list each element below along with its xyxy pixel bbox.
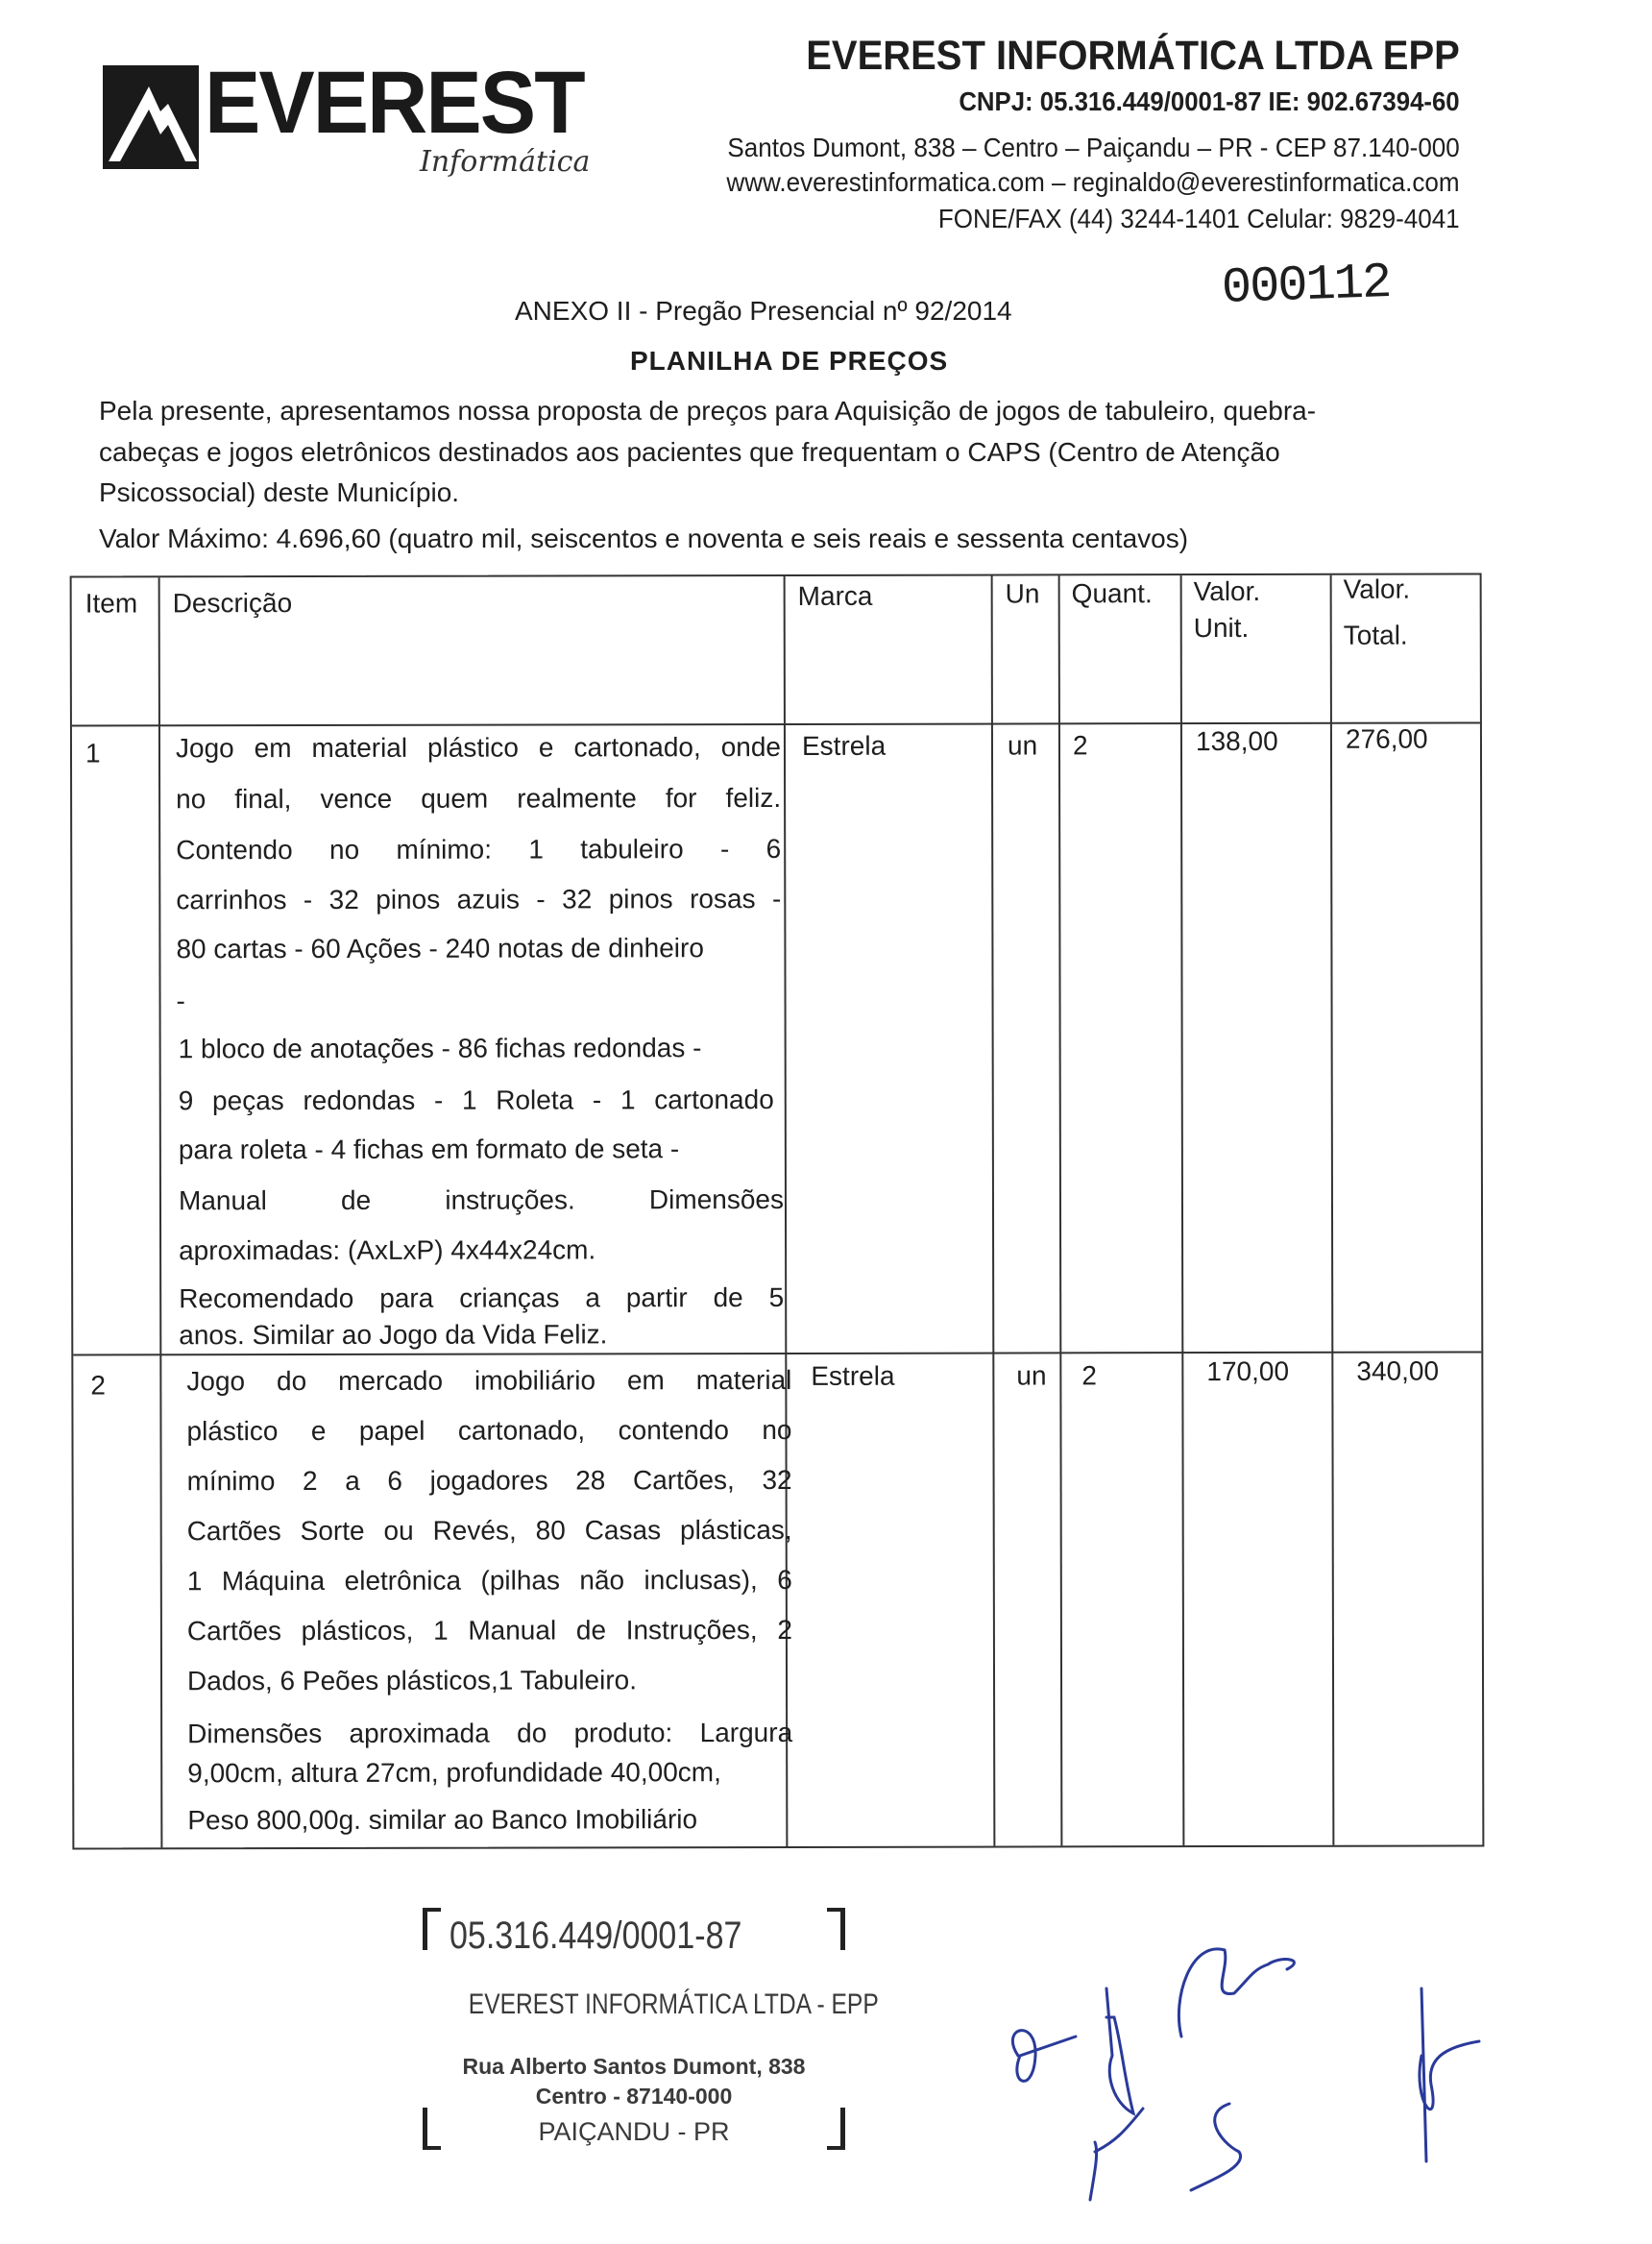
description-line: para roleta - 4 fichas em formato de seta - — [178, 1134, 680, 1165]
header-un: Un — [1005, 578, 1040, 609]
header-marca: Marca — [797, 580, 873, 611]
intro-line: cabeças e jogos eletrônicos destinados aos pacientes que frequentam o CAPS (Centro de Atenção — [99, 437, 1280, 467]
company-stamp — [423, 1894, 879, 2154]
intro-line: Psicossocial) deste Município. — [99, 477, 460, 507]
row-un: un — [1007, 730, 1038, 761]
row-valor-total: 276,00 — [1345, 723, 1428, 754]
mountain-icon — [103, 65, 199, 169]
description-line: 9,00cm, altura 27cm, profundidade 40,00cm, — [187, 1757, 721, 1789]
description-line: Contendo no mínimo: 1 tabuleiro - 6 — [176, 833, 782, 866]
description-line: Dimensões aproximada do produto: Largura — [187, 1717, 793, 1749]
header-item: Item — [85, 588, 138, 619]
page-title: PLANILHA DE PREÇOS — [630, 346, 949, 376]
description-line: 9 peças redondas - 1 Roleta - 1 cartonado — [178, 1085, 774, 1116]
row-quant: 2 — [1072, 730, 1088, 761]
description-line: 80 cartas - 60 Ações - 240 notas de dinheiro — [176, 933, 704, 964]
row-marca: Estrela — [811, 1360, 895, 1391]
description-line: mínimo 2 a 6 jogadores 28 Cartões, 32 — [186, 1464, 792, 1497]
row-item: 1 — [85, 738, 101, 768]
description-line: 1 bloco de anotações - 86 fichas redondas - — [178, 1033, 702, 1064]
row-un: un — [1016, 1360, 1047, 1391]
anexo-label: ANEXO II - Pregão Presencial nº 92/2014 — [515, 296, 1012, 326]
handwritten-signatures — [999, 1912, 1518, 2229]
stamp-name: EVEREST INFORMÁTICA LTDA - EPP — [468, 1988, 879, 2020]
logo-subtitle: Informática — [420, 145, 591, 179]
description-line: plástico e papel cartonado, contendo no — [186, 1414, 792, 1447]
description-line: Cartões Sorte ou Revés, 80 Casas plásticas, — [186, 1514, 792, 1547]
header-valor-total-2: Total. — [1343, 620, 1408, 650]
row-marca: Estrela — [801, 730, 887, 761]
description-line: Manual de instruções. Dimensões — [178, 1183, 785, 1216]
company-phone: FONE/FAX (44) 3244-1401 Celular: 9829-4041 — [938, 204, 1460, 233]
table-header — [72, 573, 1480, 650]
description-line: Cartões plásticos, 1 Manual de Instruções, 2 — [186, 1614, 792, 1646]
intro-line: Pela presente, apresentamos nossa proposta de preços para Aquisição de jogos de tabuleiro, quebra- — [99, 396, 1317, 426]
row-item: 2 — [90, 1370, 106, 1401]
company-web-email: www.everestinformatica.com – reginaldo@everestinformatica.com — [726, 167, 1460, 197]
description-line: - — [176, 986, 185, 1016]
description-line: carrinhos - 32 pinos azuis - 32 pinos rosas - — [176, 883, 782, 915]
sequence-number: 000112 — [1221, 254, 1392, 318]
company-address: Santos Dumont, 838 – Centro – Paiçandu – PR - CEP 87.140-000 — [727, 133, 1460, 162]
description-line: Jogo em material plástico e cartonado, onde — [175, 731, 782, 764]
stamp-city: PAIÇANDU - PR — [538, 2117, 730, 2146]
stamp-cnpj: 05.316.449/0001-87 — [449, 1915, 742, 1957]
header-valor-unit: Valor. — [1193, 575, 1261, 607]
row-valor-unit: 170,00 — [1206, 1355, 1290, 1387]
row-valor-total: 340,00 — [1356, 1355, 1440, 1386]
company-name: EVEREST INFORMÁTICA LTDA EPP — [806, 33, 1460, 79]
price-table — [70, 573, 1485, 1849]
header-descricao: Descrição — [172, 588, 293, 619]
description-line: 1 Máquina eletrônica (pilhas não inclusas), 6 — [186, 1564, 792, 1597]
description-line: Peso 800,00g. similar ao Banco Imobiliário — [187, 1804, 698, 1836]
valor-maximo: Valor Máximo: 4.696,60 (quatro mil, seiscentos e noventa e seis reais e sessenta centavos) — [99, 524, 1189, 553]
header-valor-total: Valor. — [1343, 573, 1411, 604]
description-line: Dados, 6 Peões plásticos,1 Tabuleiro. — [186, 1665, 638, 1696]
header-valor-unit-2: Unit. — [1193, 612, 1250, 644]
company-logo — [103, 54, 612, 190]
row-quant: 2 — [1081, 1360, 1097, 1391]
logo-word: EVEREST — [205, 54, 584, 152]
description-line: aproximadas: (AxLxP) 4x44x24cm. — [179, 1234, 596, 1266]
description-line: anos. Similar ao Jogo da Vida Feliz. — [179, 1319, 608, 1351]
header-quant: Quant. — [1071, 578, 1153, 609]
stamp-cep: Centro - 87140-000 — [535, 2084, 733, 2109]
stamp-address: Rua Alberto Santos Dumont, 838 — [462, 2054, 806, 2079]
description-line: Jogo do mercado imobiliário em material — [186, 1364, 792, 1397]
description-line: no final, vence quem realmente for feliz. — [176, 782, 782, 815]
row-valor-unit: 138,00 — [1195, 725, 1278, 757]
description-line: Recomendado para crianças a partir de 5 — [179, 1281, 785, 1314]
company-cnpj-ie: CNPJ: 05.316.449/0001-87 IE: 902.67394-60 — [959, 86, 1460, 116]
